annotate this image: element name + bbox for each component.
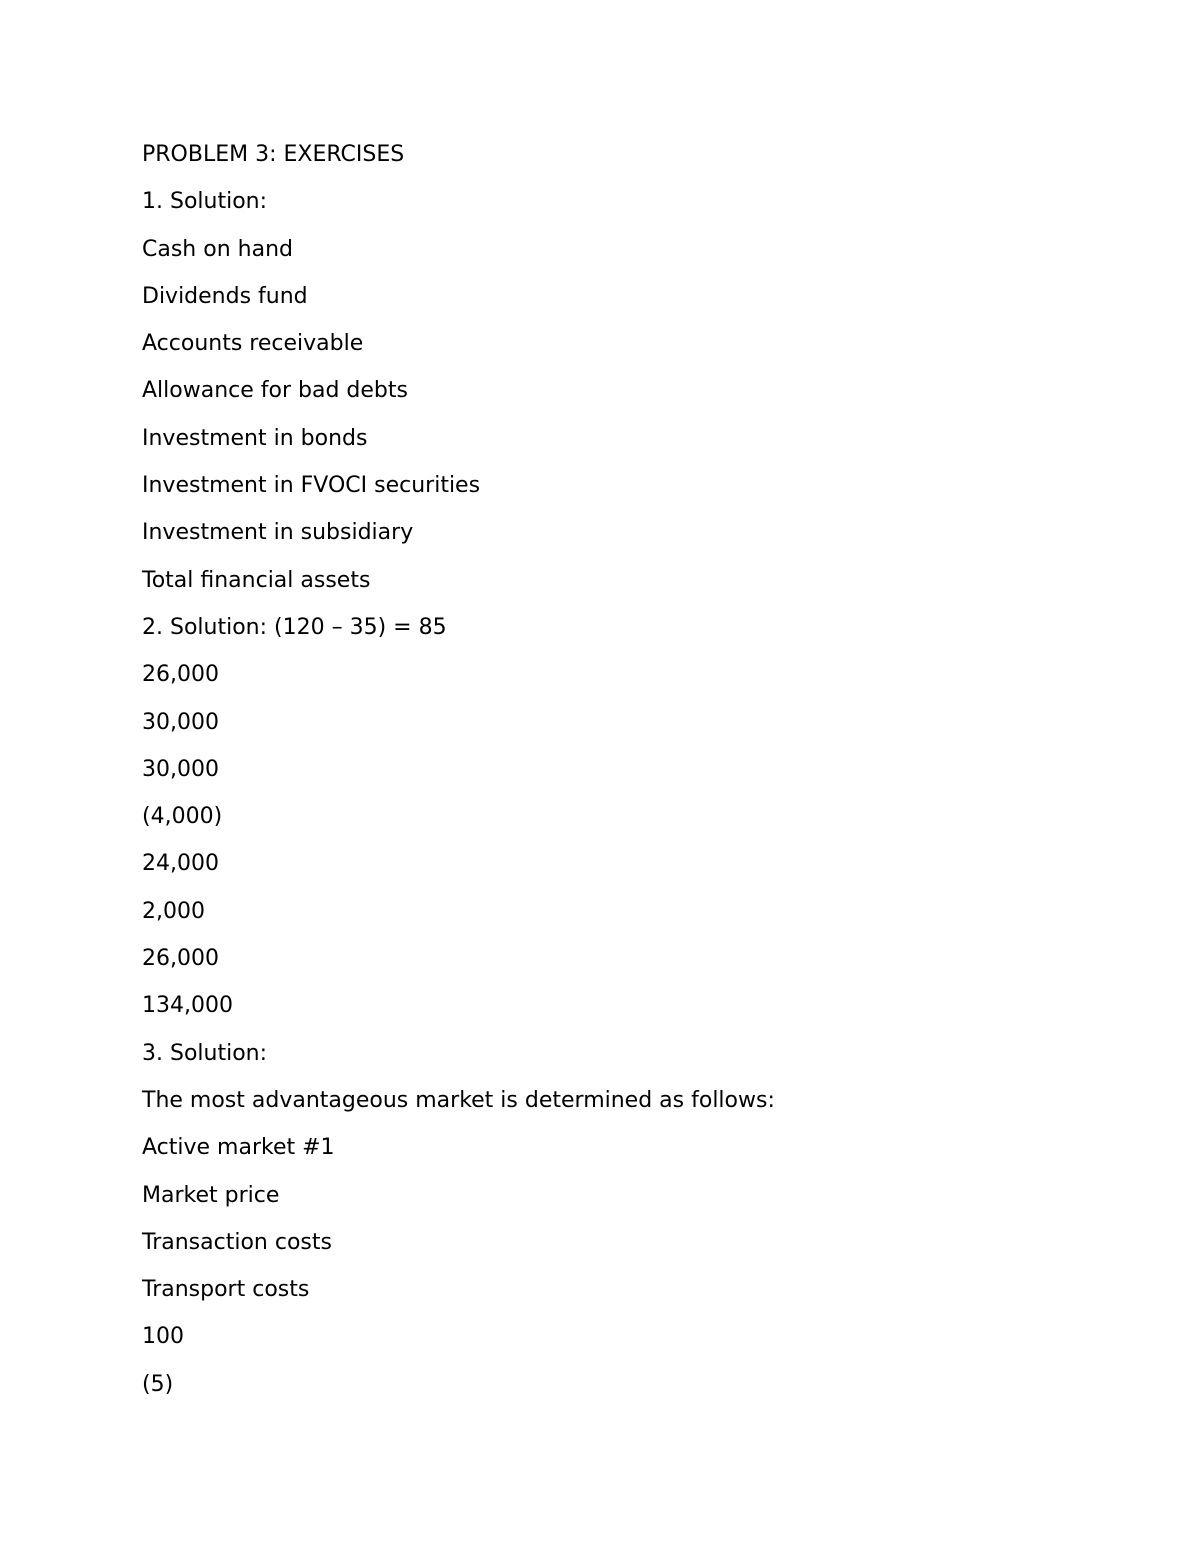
text-line: Total financial assets: [142, 567, 371, 593]
text-line: Investment in subsidiary: [142, 520, 414, 546]
text-line: Active market #1: [142, 1135, 335, 1161]
text-line: Dividends fund: [142, 283, 308, 309]
amount-line: (5): [142, 1371, 174, 1397]
solution-1-heading: 1. Solution:: [142, 189, 268, 215]
text-line: Market price: [142, 1182, 280, 1208]
text-line: The most advantageous market is determined as follows:: [142, 1087, 775, 1113]
text-line: Transaction costs: [142, 1229, 332, 1255]
text-line: Cash on hand: [142, 236, 293, 262]
solution-3-heading: 3. Solution:: [142, 1040, 268, 1066]
text-line: Transport costs: [142, 1277, 310, 1303]
amount-line: 24,000: [142, 851, 219, 877]
solution-2-heading: 2. Solution: (120 – 35) = 85: [142, 614, 447, 640]
heading-problem-3: PROBLEM 3: EXERCISES: [142, 142, 405, 167]
amount-line: 30,000: [142, 756, 219, 782]
amount-line: 134,000: [142, 993, 233, 1019]
document-body: [142, 131, 1102, 1408]
amount-line: (4,000): [142, 804, 223, 830]
text-line: Allowance for bad debts: [142, 378, 408, 404]
text-line: Accounts receivable: [142, 331, 364, 357]
amount-line: 26,000: [142, 662, 219, 688]
amount-line: 30,000: [142, 709, 219, 735]
amount-line: 100: [142, 1324, 184, 1350]
text-line: Investment in bonds: [142, 425, 368, 451]
amount-line: 2,000: [142, 898, 205, 924]
amount-line: 26,000: [142, 946, 219, 972]
text-line: Investment in FVOCI securities: [142, 473, 481, 499]
